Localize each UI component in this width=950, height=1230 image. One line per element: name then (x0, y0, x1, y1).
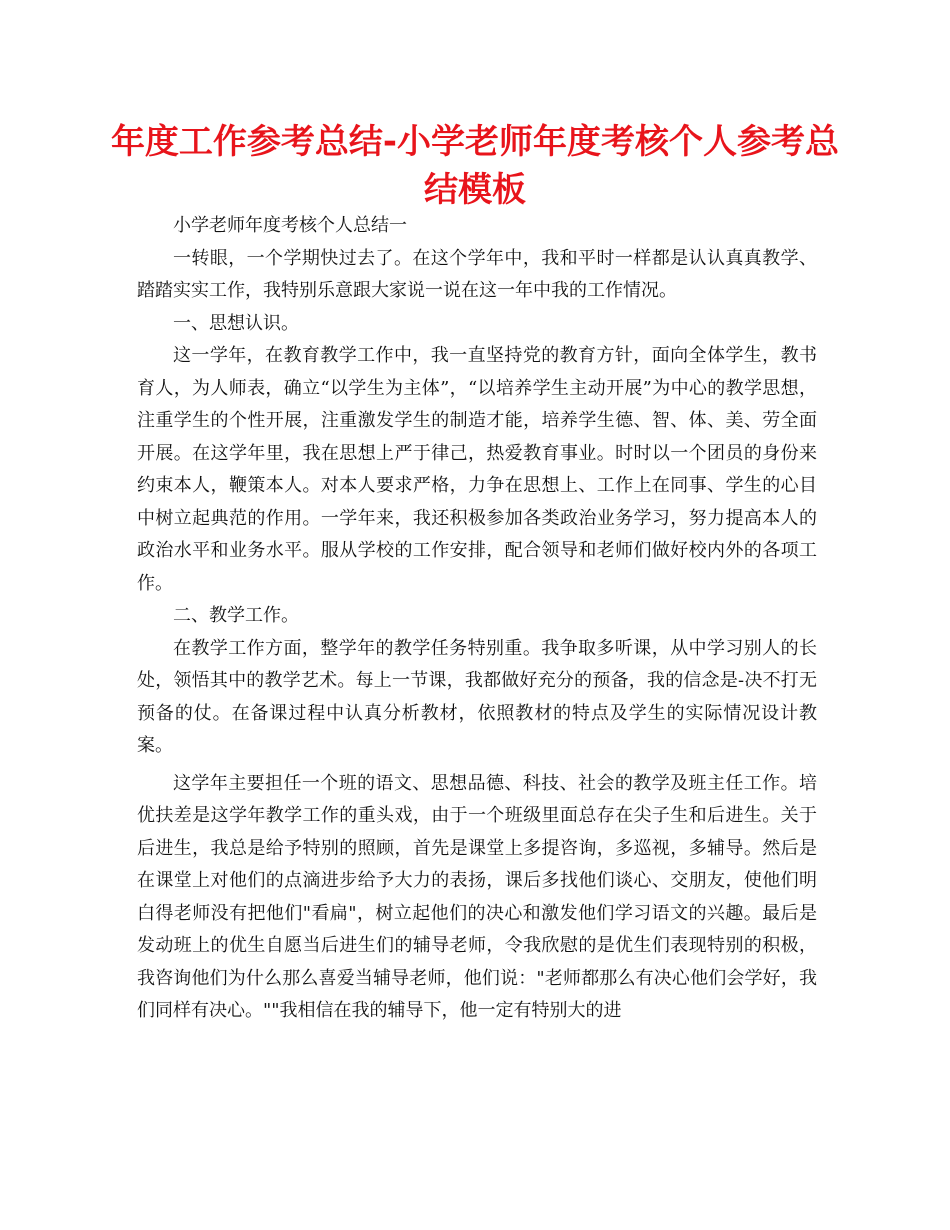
section-heading-thought: 一、思想认识。 (173, 312, 299, 334)
paragraph-intro: 一转眼，一个学期快过去了。在这个学年中，我和平时一样都是认认真真教学、踏踏实实工作，我特别乐意跟大家说一说在这一年中我的工作情况。 (137, 247, 817, 301)
section-heading-summary: 小学老师年度考核个人总结一 (173, 215, 407, 236)
paragraph-thought: 这一学年，在教育教学工作中，我一直坚持党的教育方针，面向全体学生，教书育人，为人师表，确立“以学生为主体”，“以培养学生主动开展”为中心的教学思想，注重学生的个性开展，注重激发学生的制造才能，培养学生德、智、体、美、劳全面开展。在这学年里，我在思想上严于律己，热爱教育事业。时时以一个团员的身份来约束本人，鞭策本人。对本人要求严格，力争在思想上、工作上在同事、学生的心目中树立起典范的作用。一学年来，我还积极参加各类政治业务学习，努力提高本人的政治水平和业务水平。服从学校的工作安排，配合领导和老师们做好校内外的各项工作。 (137, 345, 817, 594)
paragraph-teaching: 在教学工作方面，整学年的教学任务特别重。我争取多听课，从中学习别人的长处，领悟其中的教学艺术。每上一节课，我都做好充分的预备，我的信念是-决不打无预备的仗。在备课过程中认真分析教材，依照教材的特点及学生的实际情况设计教案。 (137, 637, 817, 756)
document-title: 年度工作参考总结-小学老师年度考核个人参考总结模板 (110, 122, 840, 210)
paragraph-class-work: 这学年主要担任一个班的语文、思想品德、科技、社会的教学及班主任工作。培优扶差是这学年教学工作的重头戏，由于一个班级里面总存在尖子生和后进生。关于后进生，我总是给予特别的照顾，首先是课堂上多提咨询，多巡视，多辅导。然后是在课堂上对他们的点滴进步给予大力的表扬，课后多找他们谈心、交朋友，使他们明白得老师没有把他们"看扁"，树立起他们的决心和激发他们学习语文的兴趣。最后是发动班上的优生自愿当后进生们的辅导老师，令我欣慰的是优生们表现特别的积极，我咨询他们为什么那么喜爱当辅导老师，他们说："老师都那么有决心他们会学好，我们同样有决心。""我相信在我的辅导下，他一定有特别大的进 (137, 772, 817, 1021)
document-body (137, 210, 817, 1028)
section-heading-teaching: 二、教学工作。 (173, 605, 299, 626)
